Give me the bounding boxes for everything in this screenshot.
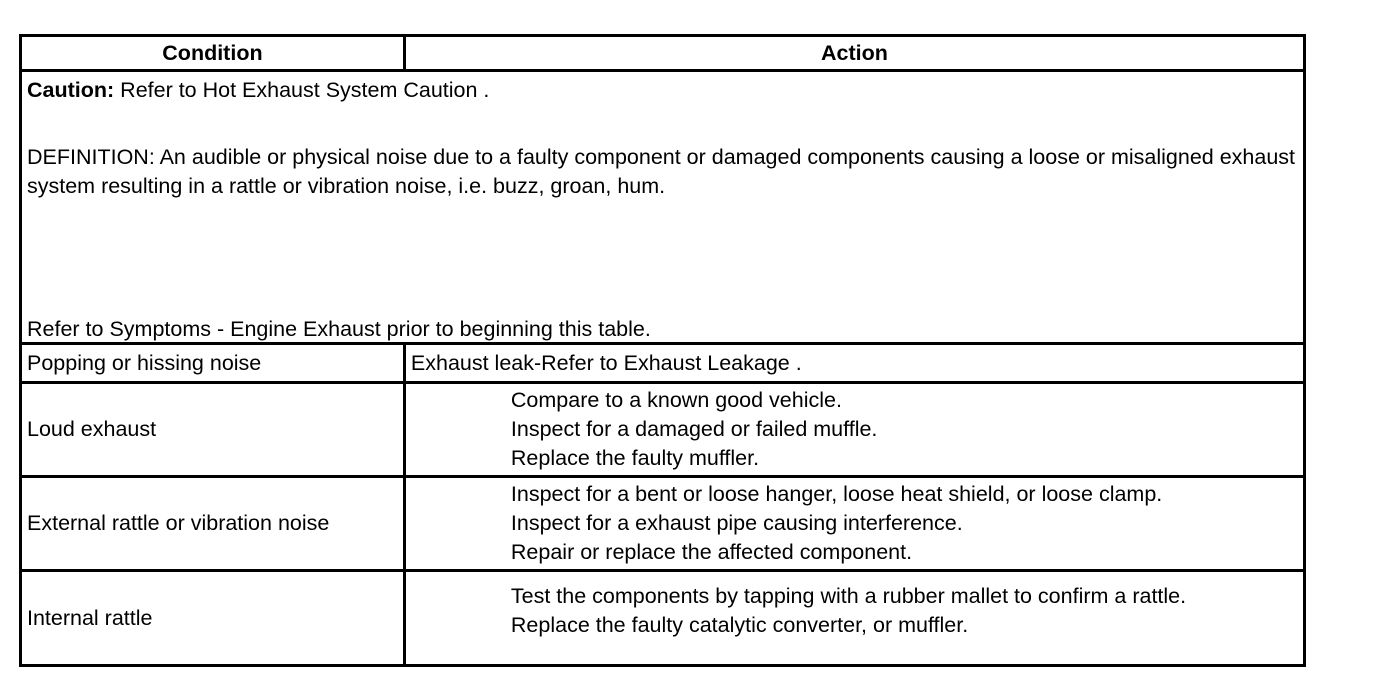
definition-text: DEFINITION: An audible or physical noise due to a faulty component or damaged components causing a loose or misaligned exhaust system resulting in a rattle or vibration noise, i.e. buzz, groan, hum. <box>27 145 1296 198</box>
action-steps <box>411 582 1298 640</box>
action-cell <box>404 571 1304 666</box>
action-step: Test the components by tapping with a rubber mallet to confirm a rattle. <box>510 584 1187 608</box>
intro-row <box>21 71 1305 344</box>
action-header: Action <box>404 36 1304 71</box>
header-row <box>21 36 1305 71</box>
table-row <box>21 383 1305 477</box>
action-step: Inspect for a exhaust pipe causing interference. <box>510 511 963 535</box>
action-step: Replace the faulty muffler. <box>510 446 760 470</box>
table-row <box>21 344 1305 383</box>
condition-cell: External rattle or vibration noise <box>21 477 405 571</box>
action-step: Inspect for a damaged or failed muffle. <box>510 417 878 441</box>
condition-cell: Loud exhaust <box>21 383 405 477</box>
action-cell: Exhaust leak-Refer to Exhaust Leakage . <box>404 344 1304 383</box>
action-cell <box>404 383 1304 477</box>
action-steps <box>411 386 1298 473</box>
action-cell <box>404 477 1304 571</box>
action-step: Replace the faulty catalytic converter, or muffler. <box>510 613 969 637</box>
symptoms-note: Refer to Symptoms - Engine Exhaust prior to beginning this table. <box>27 317 651 341</box>
condition-cell: Popping or hissing noise <box>21 344 405 383</box>
intro-cell <box>21 71 1305 344</box>
condition-cell: Internal rattle <box>21 571 405 666</box>
caution-text: Refer to Hot Exhaust System Caution . <box>114 78 490 102</box>
action-steps <box>411 480 1298 567</box>
action-step: Inspect for a bent or loose hanger, loose heat shield, or loose clamp. <box>510 482 1163 506</box>
action-step: Compare to a known good vehicle. <box>510 388 842 412</box>
table-row <box>21 477 1305 571</box>
caution-label: Caution: <box>27 78 115 102</box>
condition-header: Condition <box>21 36 405 71</box>
table-row <box>21 571 1305 666</box>
action-step: Repair or replace the affected component. <box>510 540 913 564</box>
diagnostic-table <box>19 34 1306 667</box>
caution-line <box>27 76 1298 105</box>
intro-content <box>27 76 1298 342</box>
